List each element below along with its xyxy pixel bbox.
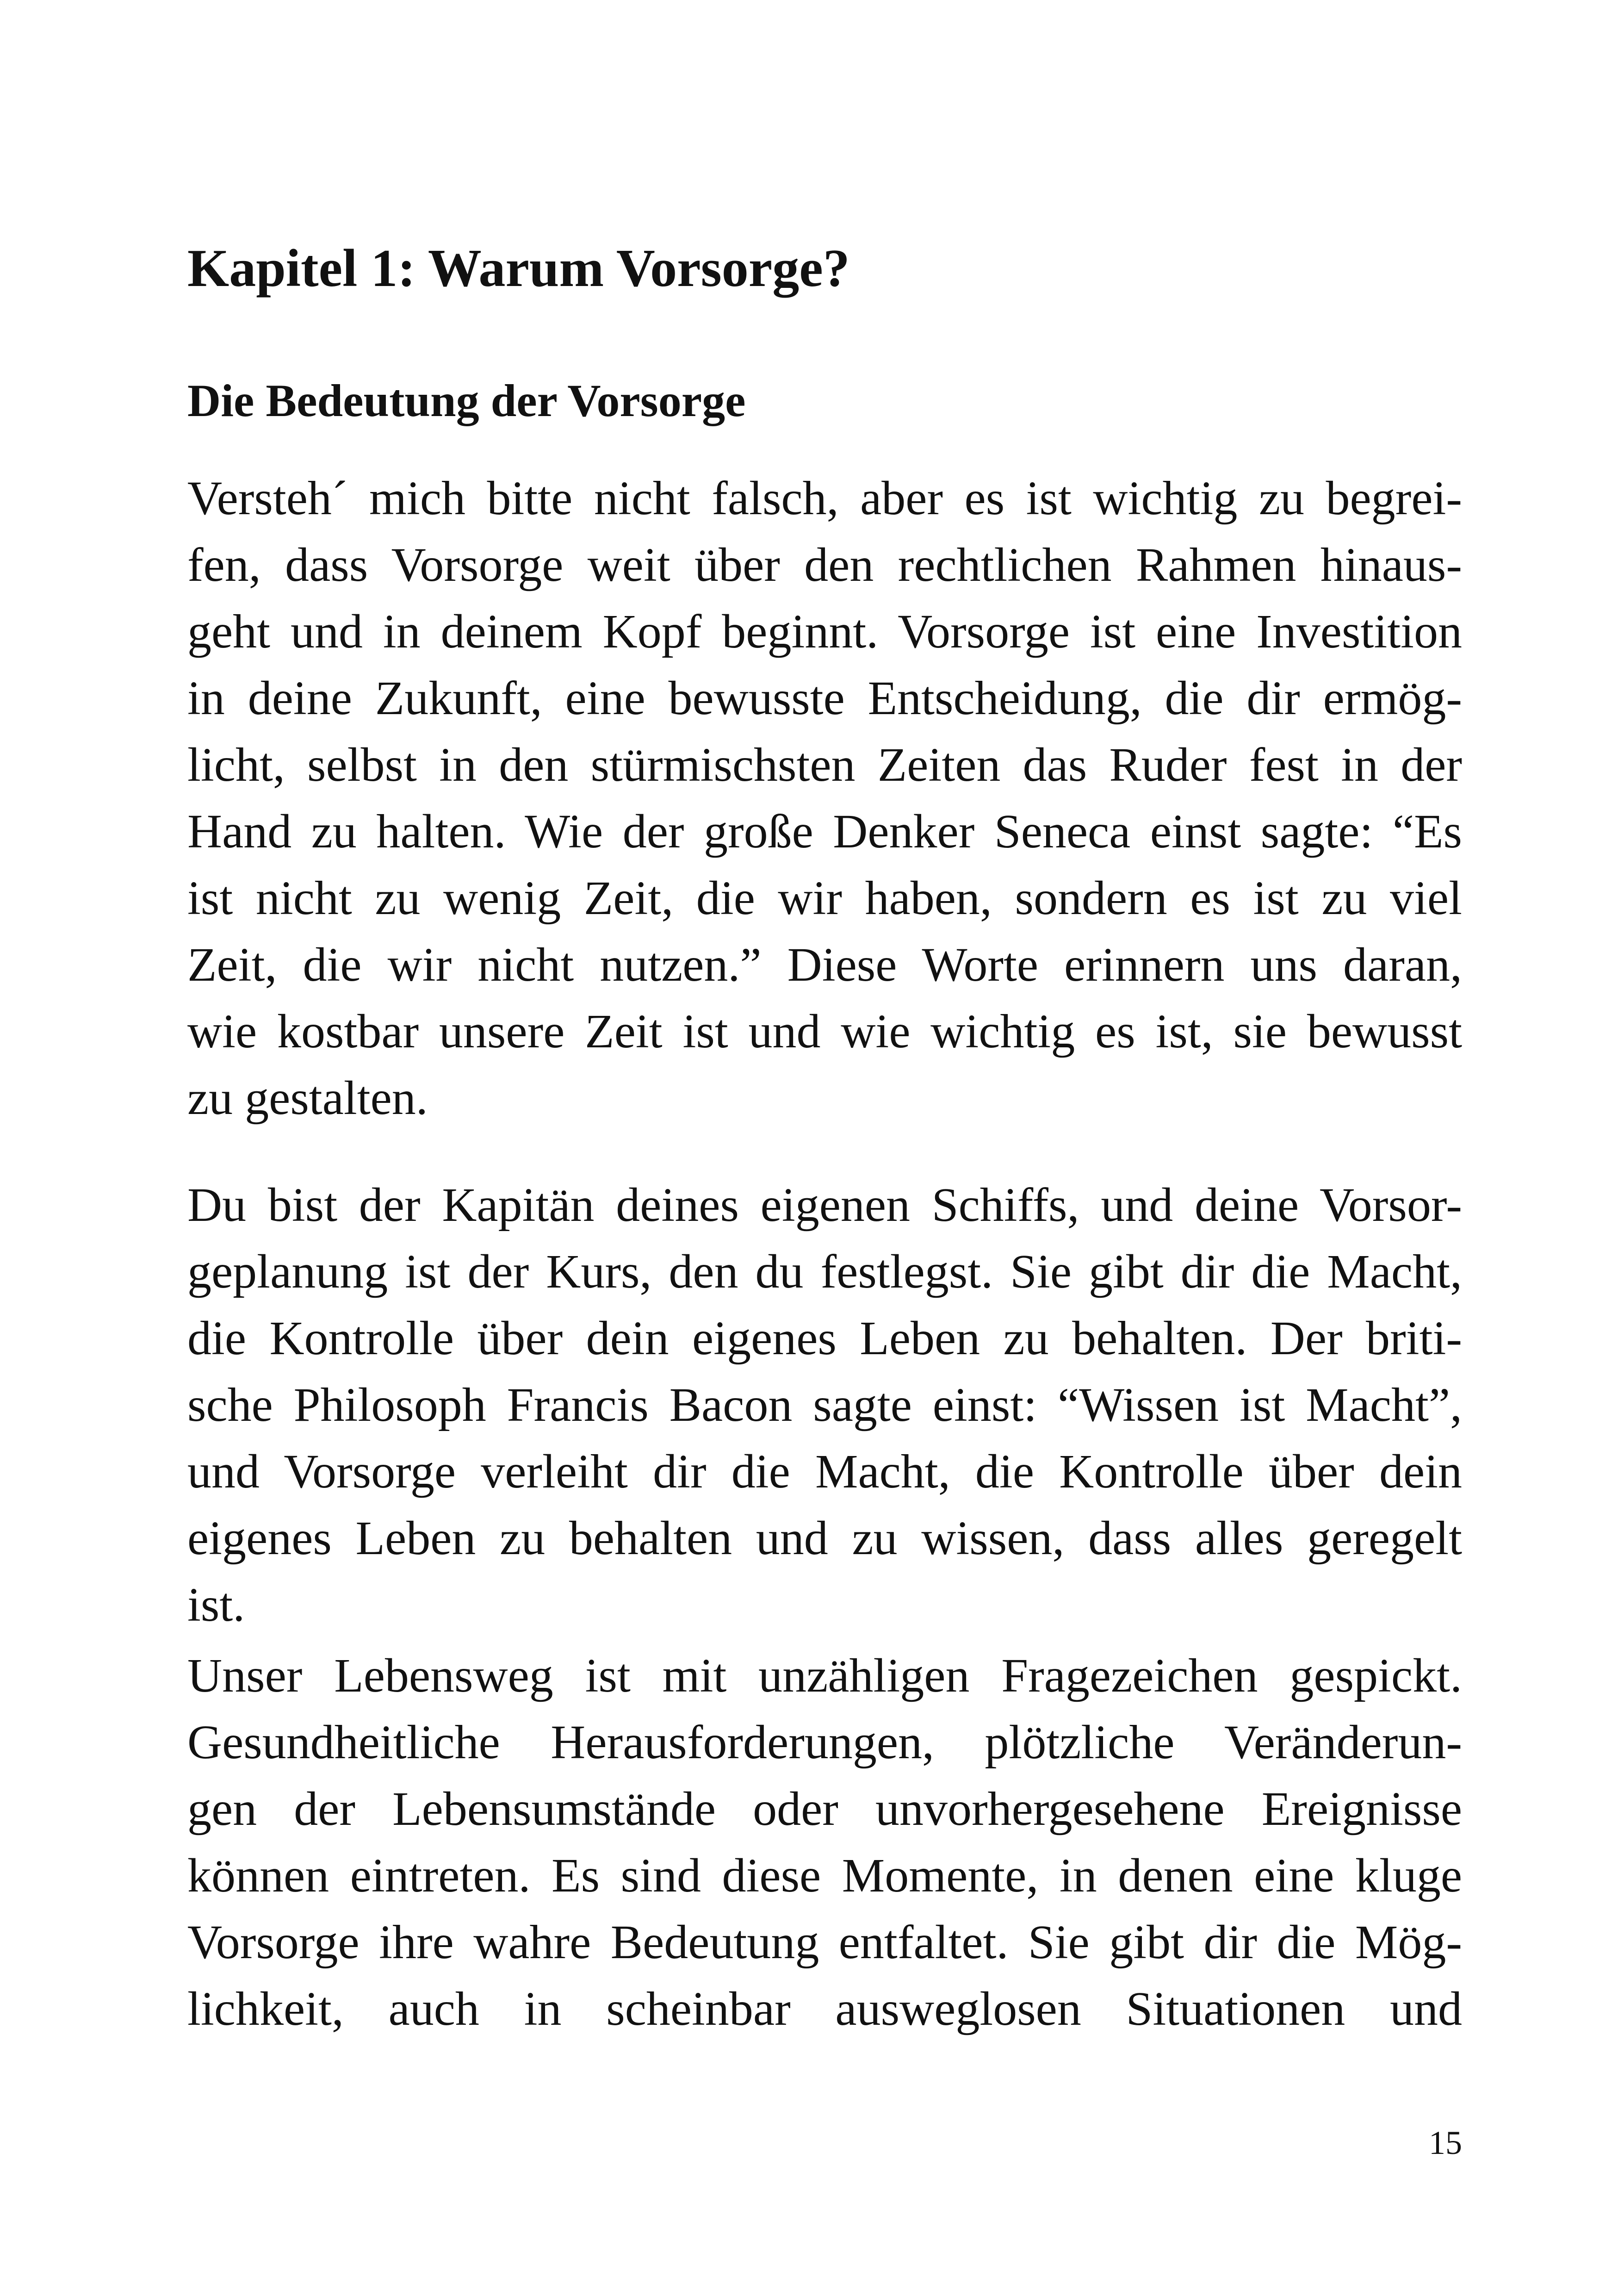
text-line: licht, selbst in den stürmischsten Zeiten das Ruder fest in der [187,738,1462,791]
text-line: fen, dass Vorsorge weit über den rechtlichen Rahmen hinaus- [187,538,1462,591]
chapter-title: Kapitel 1: Warum Vorsorge? [187,239,850,298]
text-line: Du bist der Kapitän deines eigenen Schiffs, und deine Vorsor- [187,1178,1462,1232]
text-line: sche Philosoph Francis Bacon sagte einst: “Wissen ist Macht”, [187,1378,1462,1431]
paragraph-2 [187,1172,1462,1638]
text-line: Vorsorge ihre wahre Bedeutung entfaltet. Sie gibt dir die Mög- [187,1916,1462,1969]
text-line: die Kontrolle über dein eigenes Leben zu behalten. Der briti- [187,1312,1462,1365]
page-number: 15 [1429,2124,1462,2161]
text-line: eigenes Leben zu behalten und zu wissen, dass alles geregelt [187,1512,1462,1565]
paragraph-3 [187,1643,1462,2042]
text-line: Gesundheitliche Herausforderungen, plötzliche Veränderun- [187,1716,1462,1769]
text-line: Versteh´ mich bitte nicht falsch, aber es ist wichtig zu begrei- [187,472,1462,525]
text-line: Unser Lebensweg ist mit unzähligen Fragezeichen gespickt. [187,1649,1462,1702]
section-title: Die Bedeutung der Vorsorge [187,375,746,426]
text-line: Hand zu halten. Wie der große Denker Seneca einst sagte: “Es [187,805,1462,858]
text-line: und Vorsorge verleiht dir die Macht, die Kontrolle über dein [187,1445,1462,1498]
text-line: geht und in deinem Kopf beginnt. Vorsorge ist eine Investition [187,605,1462,658]
text-line: geplanung ist der Kurs, den du festlegst. Sie gibt dir die Macht, [187,1245,1462,1298]
text-line: können eintreten. Es sind diese Momente, in denen eine kluge [187,1849,1462,1902]
text-line: ist nicht zu wenig Zeit, die wir haben, sondern es ist zu viel [187,871,1462,925]
text-line: ist. [187,1578,245,1631]
text-line: zu gestalten. [187,1071,428,1125]
text-line: gen der Lebensumstände oder unvorhergesehene Ereignisse [187,1782,1462,1836]
text-line: in deine Zukunft, eine bewusste Entscheidung, die dir ermög- [187,672,1462,725]
text-line: lichkeit, auch in scheinbar ausweglosen Situationen und [187,1982,1462,2035]
text-line: Zeit, die wir nicht nutzen.” Diese Worte erinnern uns daran, [187,938,1462,991]
paragraph-1 [187,465,1462,1132]
text-line: wie kostbar unsere Zeit ist und wie wichtig es ist, sie bewusst [187,1005,1462,1058]
